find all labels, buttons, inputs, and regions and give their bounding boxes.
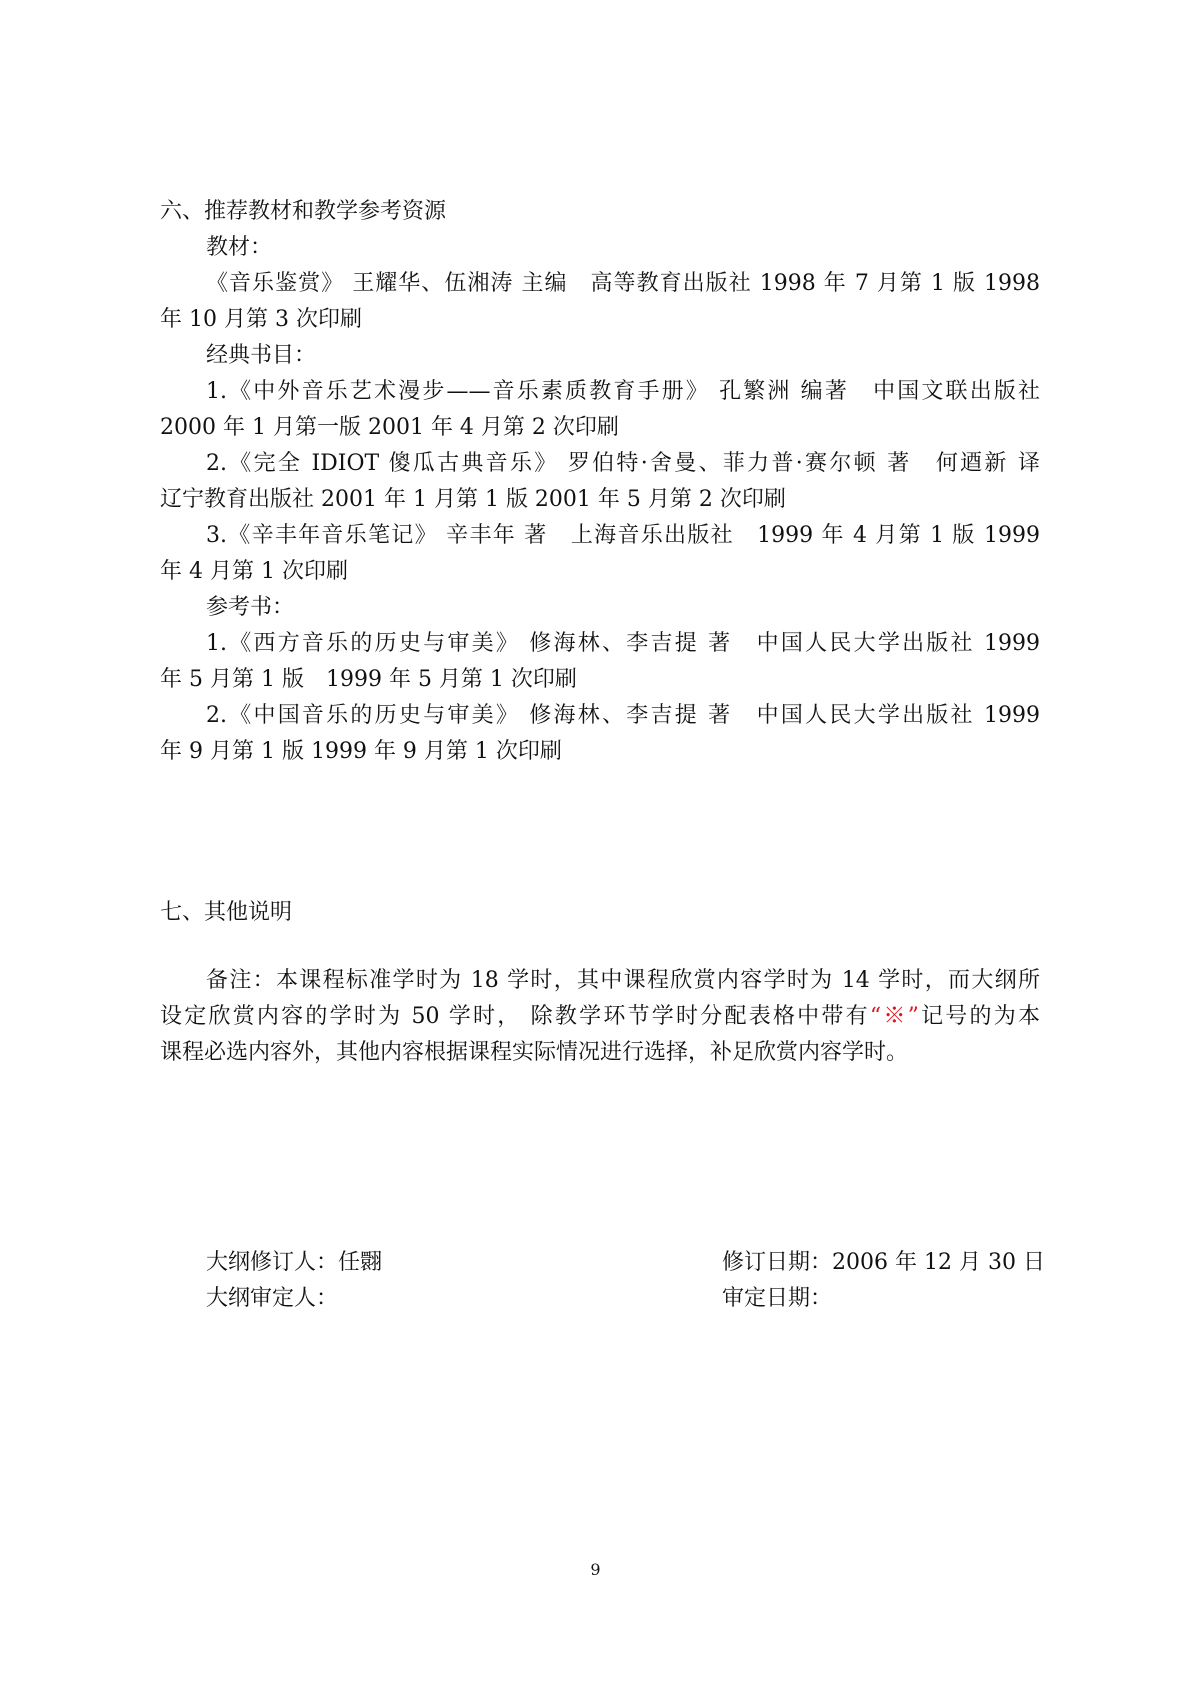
section-7-heading: 七、其他说明: [160, 900, 293, 925]
remark-paragraph: [160, 963, 1040, 1071]
classics-label: 经典书目：: [206, 343, 317, 368]
remark-line-3: 课程必选内容外，其他内容根据课程实际情况进行选择，补足欣赏内容学时。: [160, 1040, 909, 1065]
section-6: [160, 194, 1040, 770]
classic-1-line-2: 2000 年 1 月第一版 2001 年 4 月第 2 次印刷: [160, 415, 619, 440]
page-number: 9: [590, 1560, 601, 1579]
remark-line-2-end: 记号的为本: [918, 1004, 1040, 1029]
classic-1-line-1: 1.《中外音乐艺术漫步——音乐素质教育手册》 孔繁洲 编著 中国文联出版社: [206, 379, 1040, 404]
reviser: 大纲修订人：任翾: [206, 1250, 383, 1275]
approver: 大纲审定人：: [206, 1286, 339, 1311]
signoff-row-approve: [206, 1281, 1040, 1317]
ref-1-line-1: 1.《西方音乐的历史与审美》 修海林、李吉提 著 中国人民大学出版社 1999: [206, 631, 1040, 656]
remark-line-1: 备注：本课程标准学时为 18 学时，其中课程欣赏内容学时为 14 学时，而大纲所: [206, 968, 1040, 993]
approve-date: 审定日期：: [722, 1286, 833, 1311]
revise-date: 修订日期：2006 年 12 月 30 日: [722, 1250, 1045, 1275]
ref-1-line-2: 年 5 月第 1 版 1999 年 5 月第 1 次印刷: [160, 667, 577, 692]
ref-2-line-1: 2.《中国音乐的历史与审美》 修海林、李吉提 著 中国人民大学出版社 1999: [206, 703, 1040, 728]
classic-3-line-1: 3.《辛丰年音乐笔记》 辛丰年 著 上海音乐出版社 1999 年 4 月第 1 版 1999: [206, 523, 1040, 548]
section-7: [160, 895, 1040, 931]
signoff-block: [206, 1245, 1045, 1317]
classic-2-line-2: 辽宁教育出版社 2001 年 1 月第 1 版 2001 年 5 月第 2 次印刷: [160, 487, 786, 512]
reference-mark: “※”: [869, 1004, 919, 1029]
classic-2-line-1: 2.《完全 IDIOT 傻瓜古典音乐》 罗伯特·舍曼、菲力普·赛尔顿 著 何逎新 译: [206, 451, 1040, 476]
textbook-line-2: 年 10 月第 3 次印刷: [160, 307, 362, 332]
remark-line-2: [160, 999, 1040, 1035]
signoff-row-revise: [206, 1245, 1045, 1281]
remark-line-2-start: 设定欣赏内容的学时为 50 学时， 除教学环节学时分配表格中带有: [160, 1004, 870, 1029]
textbook-label: 教材：: [206, 235, 273, 260]
section-6-heading: 六、推荐教材和教学参考资源: [160, 199, 447, 224]
classic-3-line-2: 年 4 月第 1 次印刷: [160, 559, 348, 584]
textbook-line-1: 《音乐鉴赏》 王耀华、伍湘涛 主编 高等教育出版社 1998 年 7 月第 1 版 1998: [206, 271, 1040, 296]
ref-2-line-2: 年 9 月第 1 版 1999 年 9 月第 1 次印刷: [160, 739, 562, 764]
refs-label: 参考书：: [206, 595, 295, 620]
